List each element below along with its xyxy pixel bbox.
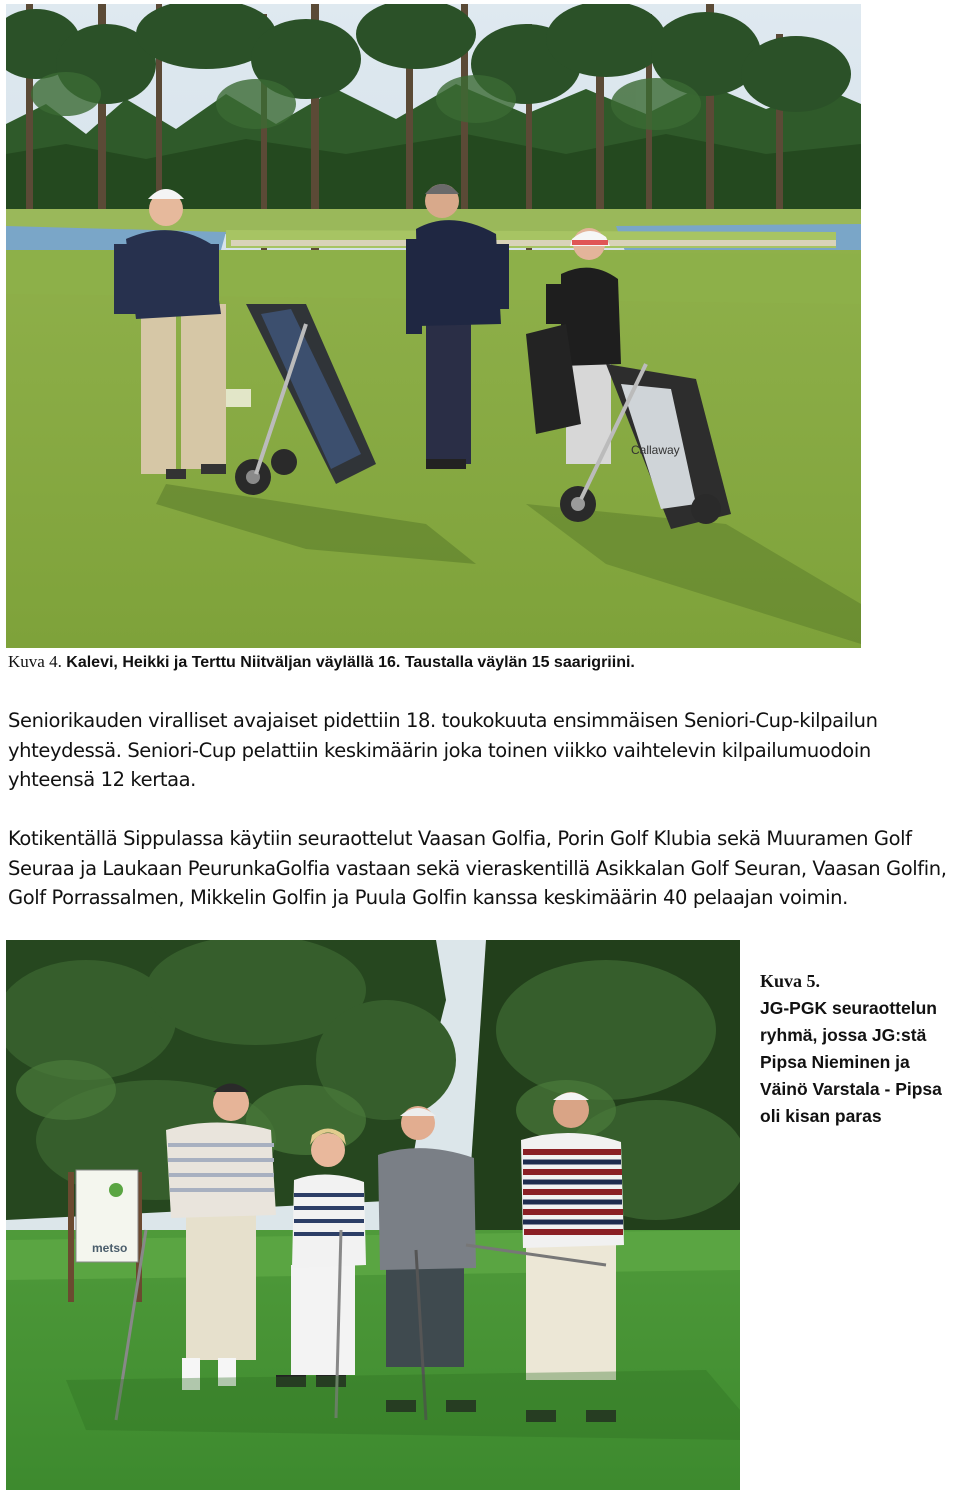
bag-brand-label: Callaway <box>631 443 680 457</box>
figure-4-label: Kuva 4. <box>8 652 62 671</box>
figure-4-caption <box>8 652 948 672</box>
photo-golfers-fairway-image <box>6 4 861 648</box>
photo-group-four-golfers <box>6 940 740 1490</box>
figure-4-caption-text: Kalevi, Heikki ja Terttu Niitväljan väylällä 16. Taustalla väylän 15 saarigriini. <box>66 654 635 671</box>
figure-5-label: Kuva 5. <box>760 971 821 991</box>
figure-5-caption-text: JG-PGK seuraottelun ryhmä, jossa JG:stä Pipsa Nieminen ja Väinö Varstala - Pipsa oli kisan paras <box>760 998 942 1126</box>
sign-text: metso <box>92 1241 128 1255</box>
photo-golfers-fairway <box>6 4 861 648</box>
figure-5-caption <box>760 968 960 1130</box>
paragraph-seniori-cup: Seniorikauden viralliset avajaiset pidettiin 18. toukokuuta ensimmäisen Seniori-Cup-kilpailun yhteydessä. Seniori-Cup pelattiin keskimäärin joka toinen viikko vaihtelevin kilpailumuodoin yhteensä 12 kertaa. <box>8 709 878 791</box>
paragraph-seuraottelut: Kotikentällä Sippulassa käytiin seuraottelut Vaasan Golfia, Porin Golf Klubia sekä Muuramen Golf Seuraa ja Laukaan PeurunkaGolfia vastaan sekä vieraskentillä Asikkalan Golf Seuran, Vaasan Golfin, Golf Porrassalmen, Mikkelin Golfin ja Puula Golfin kanssa keskimäärin 40 pelaajan voimin. <box>8 827 947 909</box>
photo-group-four-golfers-image <box>6 940 740 1490</box>
